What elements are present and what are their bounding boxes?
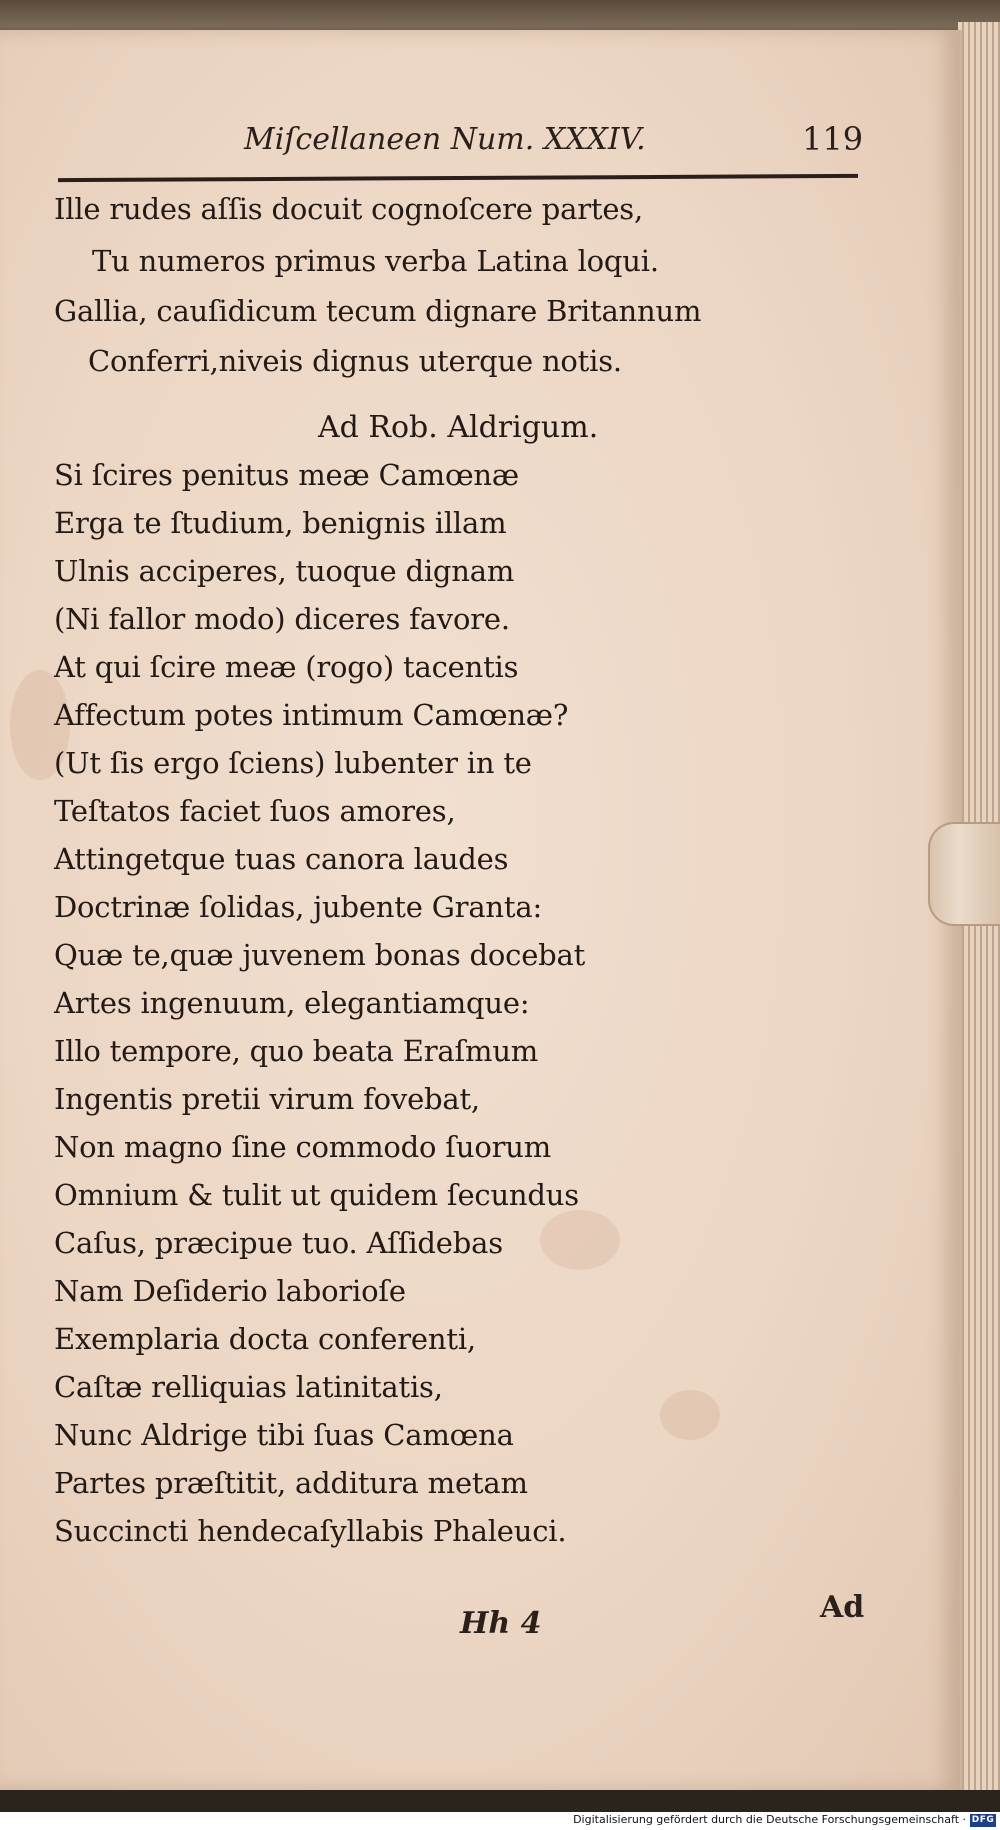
verse-line: Omnium & tulit ut quidem ſecundus <box>54 1178 579 1212</box>
verse-line: Tu numeros primus verba Latina loqui. <box>92 244 659 278</box>
verse-line: Ingentis pretii virum fovebat, <box>54 1082 480 1116</box>
verse-line: Attingetque tuas canora laudes <box>54 842 509 876</box>
verse-line: Nunc Aldrige tibi ſuas Camœna <box>54 1418 514 1452</box>
page-clip <box>928 822 1000 926</box>
digitization-credit: Digitalisierung gefördert durch die Deutsche Forschungsgemeinschaft · <box>573 1813 966 1826</box>
verse-line: Partes præſtitit, additura metam <box>54 1466 528 1500</box>
signature-mark: Hh 4 <box>460 1606 542 1641</box>
verse-line: (Ni fallor modo) diceres favore. <box>54 602 510 636</box>
verse-line: Quæ te,quæ juvenem bonas docebat <box>54 938 586 972</box>
verse-line: Teſtatos faciet ſuos amores, <box>54 794 456 828</box>
verse-line: Gallia, cauſidicum tecum dignare Britannum <box>54 294 702 328</box>
verse-line: Exemplaria docta conferenti, <box>54 1322 476 1356</box>
verse-line: Ulnis acciperes, tuoque dignam <box>54 554 515 588</box>
running-head: Miſcellaneen Num. XXXIV. <box>244 122 646 157</box>
verse-line: Ille rudes aſſis docuit cognoſcere partes, <box>54 192 643 226</box>
book-cover-bottom <box>0 1790 1000 1812</box>
verse-line: Si ſcires penitus meæ Camœnæ <box>54 458 519 492</box>
verse-line: Non magno ſine commodo ſuorum <box>54 1130 552 1164</box>
page-stain <box>660 1390 720 1440</box>
verse-line: Doctrinæ ſolidas, jubente Granta: <box>54 890 543 924</box>
verse-line: (Ut ſis ergo ſciens) lubenter in te <box>54 746 532 780</box>
page-number: 119 <box>802 120 864 158</box>
verse-line: Caſtæ relliquias latinitatis, <box>54 1370 443 1404</box>
verse-line: Conferri,niveis dignus uterque notis. <box>88 344 622 378</box>
verse-line: Affectum potes intimum Camœnæ? <box>54 698 569 732</box>
verse-line: At qui ſcire meæ (rogo) tacentis <box>54 650 519 684</box>
poem-heading: Ad Rob. Aldrigum. <box>318 410 599 445</box>
verse-line: Erga te ſtudium, benignis illam <box>54 506 507 540</box>
verse-line: Caſus, præcipue tuo. Aſſidebas <box>54 1226 503 1260</box>
catchword: Ad <box>820 1590 865 1625</box>
verse-line: Illo tempore, quo beata Eraſmum <box>54 1034 539 1068</box>
verse-line: Succincti hendecaſyllabis Phaleuci. <box>54 1514 567 1548</box>
page-stain <box>540 1210 620 1270</box>
verse-line: Nam Deſiderio laborioſe <box>54 1274 406 1308</box>
verse-line: Artes ingenuum, elegantiamque: <box>54 986 530 1020</box>
dfg-logo: DFG <box>971 1815 995 1825</box>
